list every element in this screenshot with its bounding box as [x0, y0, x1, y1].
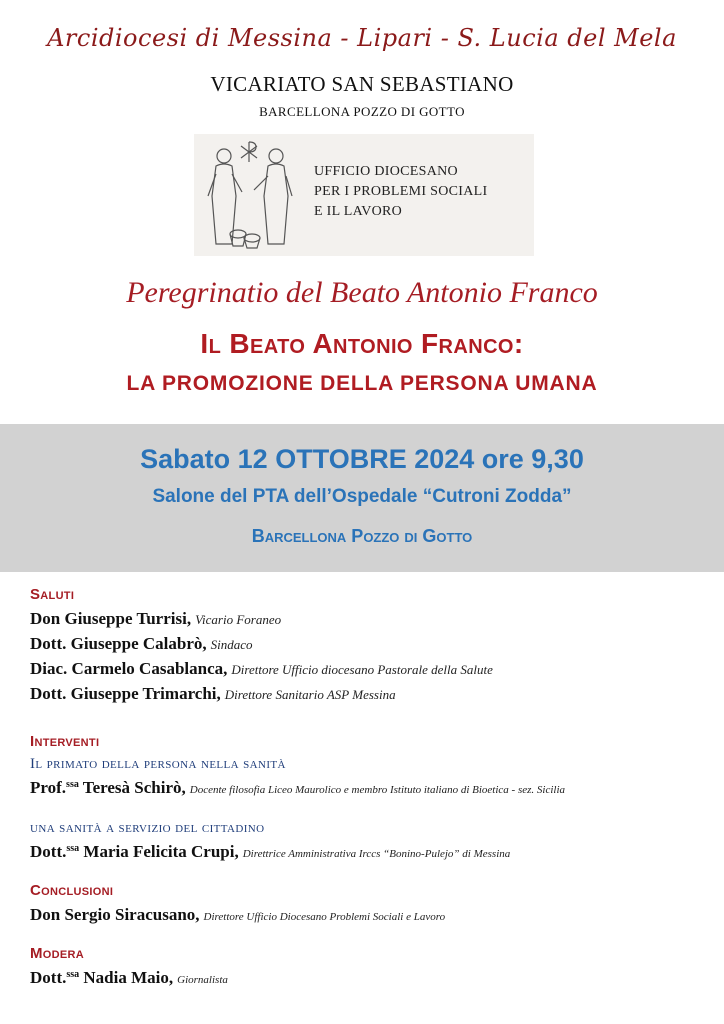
conclusioni-item	[30, 905, 445, 925]
speaker-name: Don Giuseppe Turrisi,	[30, 609, 192, 628]
office-line-3: E IL LAVORO	[314, 204, 403, 219]
speaker-name: Diac. Carmelo Casablanca,	[30, 659, 228, 678]
saluti-item	[30, 609, 281, 629]
speaker-name: Dott. Giuseppe Trimarchi,	[30, 684, 221, 703]
saluti-item	[30, 684, 396, 704]
speaker-name: Don Sergio Siracusano,	[30, 905, 200, 924]
diocese-header: Arcidiocesi di Messina - Lipari - S. Lucia del Mela	[47, 24, 677, 52]
speaker-name: Prof.$^{ssa}$ Teresà Schirò,	[30, 778, 186, 797]
speaker-name: Dott. Giuseppe Calabrò,	[30, 634, 207, 653]
event-title-text: Il Beato Antonio Franco:	[200, 328, 524, 359]
saluti-item	[30, 659, 493, 679]
speaker-role: Direttore Ufficio Diocesano Problemi Sociali e Lavoro	[203, 911, 446, 923]
office-line-1: UFFICIO DIOCESANO	[314, 164, 458, 179]
event-title-line-1	[0, 328, 724, 360]
speaker-role: Sindaco	[210, 637, 253, 652]
event-city	[0, 526, 724, 547]
speaker-1	[30, 778, 565, 798]
event-city-text: Barcellona Pozzo di Gotto	[251, 526, 473, 546]
saluti-item	[30, 634, 253, 654]
speaker-role: Direttore Ufficio diocesano Pastorale della Salute	[231, 662, 493, 677]
event-date: Sabato 12 OTTOBRE 2024 ore 9,30	[140, 444, 584, 474]
office-name	[314, 162, 487, 222]
speaker-role: Direttrice Amministrativa Irccs “Bonino-Pulejo” di Messina	[242, 848, 511, 860]
speaker-2	[30, 842, 510, 862]
modera-heading: Modera	[30, 945, 85, 962]
event-venue: Salone del PTA dell’Ospedale “Cutroni Zodda”	[152, 486, 572, 507]
office-logo	[194, 134, 534, 256]
speaker-role: Vicario Foraneo	[195, 612, 282, 627]
conclusioni-heading: Conclusioni	[30, 882, 114, 899]
speaker-name: Dott.$^{ssa}$ Maria Felicita Crupi,	[30, 842, 239, 861]
speaker-role: Giornalista	[177, 974, 228, 986]
event-title-line-2: LA PROMOZIONE DELLA PERSONA UMANA	[126, 372, 598, 395]
speaker-name: Dott.$^{ssa}$ Nadia Maio,	[30, 968, 174, 987]
vicariato-title: VICARIATO SAN SEBASTIANO	[210, 72, 514, 96]
topic-2: una sanità a servizio del cittadino	[30, 820, 265, 836]
event-subtitle: Peregrinatio del Beato Antonio Franco	[126, 276, 598, 309]
saluti-heading: Saluti	[30, 586, 75, 603]
header-city: BARCELLONA POZZO DI GOTTO	[259, 104, 465, 119]
speaker-role: Docente filosofia Liceo Maurolico e membro Istituto italiano di Bioetica - sez. Sicilia	[189, 784, 566, 796]
modera-item	[30, 968, 228, 988]
topic-1: Il primato della persona nella sanità	[30, 756, 286, 772]
interventi-heading: Interventi	[30, 733, 100, 750]
saints-illustration-icon	[194, 134, 304, 256]
speaker-role: Direttore Sanitario ASP Messina	[224, 687, 396, 702]
office-line-2: PER I PROBLEMI SOCIALI	[314, 184, 488, 199]
